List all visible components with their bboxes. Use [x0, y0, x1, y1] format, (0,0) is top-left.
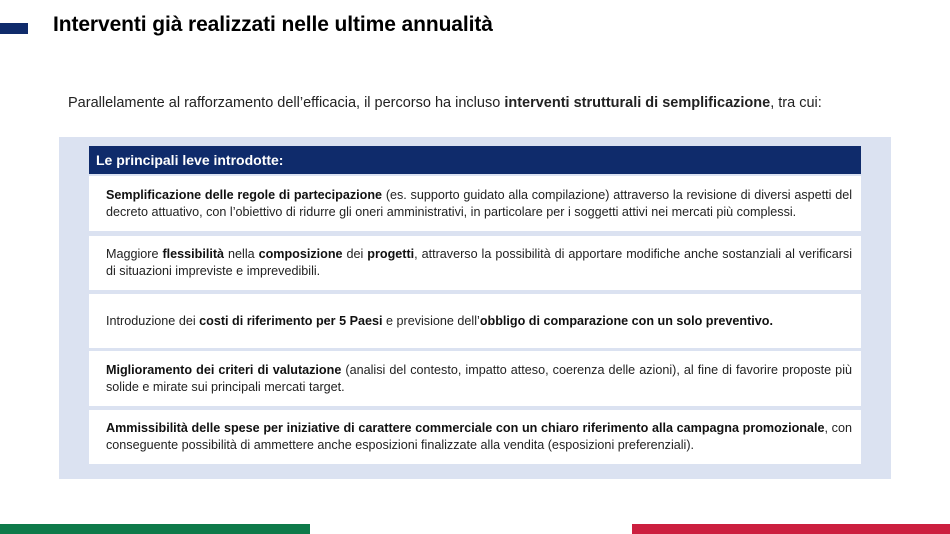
lever-normal: nella	[224, 247, 259, 261]
lever-card-2	[89, 236, 861, 290]
intro-text-end: , tra cui:	[770, 95, 822, 111]
lever-bold: Ammissibilità delle spese per iniziative di carattere commerciale con un chiaro riferimento alla campagna promozionale	[106, 421, 825, 435]
footer-green-bar	[0, 524, 310, 534]
lever-normal: , con conseguente possibilità di ammettere anche esposizioni finalizzate alla vendita (esposizioni preferenziali).	[106, 421, 852, 452]
intro-text: Parallelamente al rafforzamento dell’efficacia, il percorso ha incluso	[68, 95, 505, 111]
page-title: Interventi già realizzati nelle ultime annualità	[53, 13, 493, 36]
lever-card-3	[89, 294, 861, 348]
lever-card-1	[89, 176, 861, 231]
lever-bold: flessibilità	[162, 247, 225, 261]
lever-text	[106, 362, 852, 396]
lever-card-4	[89, 351, 861, 406]
lever-normal: Introduzione dei	[106, 313, 200, 328]
footer-red-bar	[632, 524, 950, 534]
lever-bold: composizione	[258, 247, 343, 261]
intro-paragraph	[68, 95, 822, 111]
intro-bold-text: interventi strutturali di semplificazione	[504, 95, 771, 111]
lever-bold: obbligo di comparazione con un solo preventivo.	[479, 313, 773, 328]
lever-bold: costi di riferimento per 5 Paesi	[199, 313, 383, 328]
lever-normal: e previsione dell’	[382, 313, 480, 328]
lever-text	[106, 246, 852, 280]
lever-text	[106, 420, 852, 454]
lever-text	[106, 187, 852, 221]
lever-bold: Miglioramento dei criteri di valutazione	[106, 362, 342, 377]
lever-card-5	[89, 410, 861, 464]
lever-normal: dei	[342, 247, 368, 261]
lever-text	[106, 313, 773, 330]
title-accent-bar	[0, 23, 28, 34]
lever-normal: (es. supporto guidato alla compilazione) attraverso la revisione di diversi aspetti del decreto attuativo, con l’obiettivo di ridurre gli oneri amministrativi, in particolare per i soggetti attivi nei mercati più complessi.	[106, 187, 852, 219]
lever-bold: Semplificazione delle regole di partecipazione	[106, 187, 383, 202]
lever-normal: , attraverso la possibilità di apportare modifiche anche sostanziali al verificarsi di situazioni impreviste e imprevedibili.	[106, 247, 852, 278]
panel-header: Le principali leve introdotte:	[89, 146, 861, 174]
lever-normal: Maggiore	[106, 247, 163, 261]
lever-bold: progetti	[367, 247, 415, 261]
lever-normal: (analisi del contesto, impatto atteso, coerenza delle azioni), al fine di favorire proposte più solide e mirate sui principali mercati target.	[106, 362, 852, 394]
